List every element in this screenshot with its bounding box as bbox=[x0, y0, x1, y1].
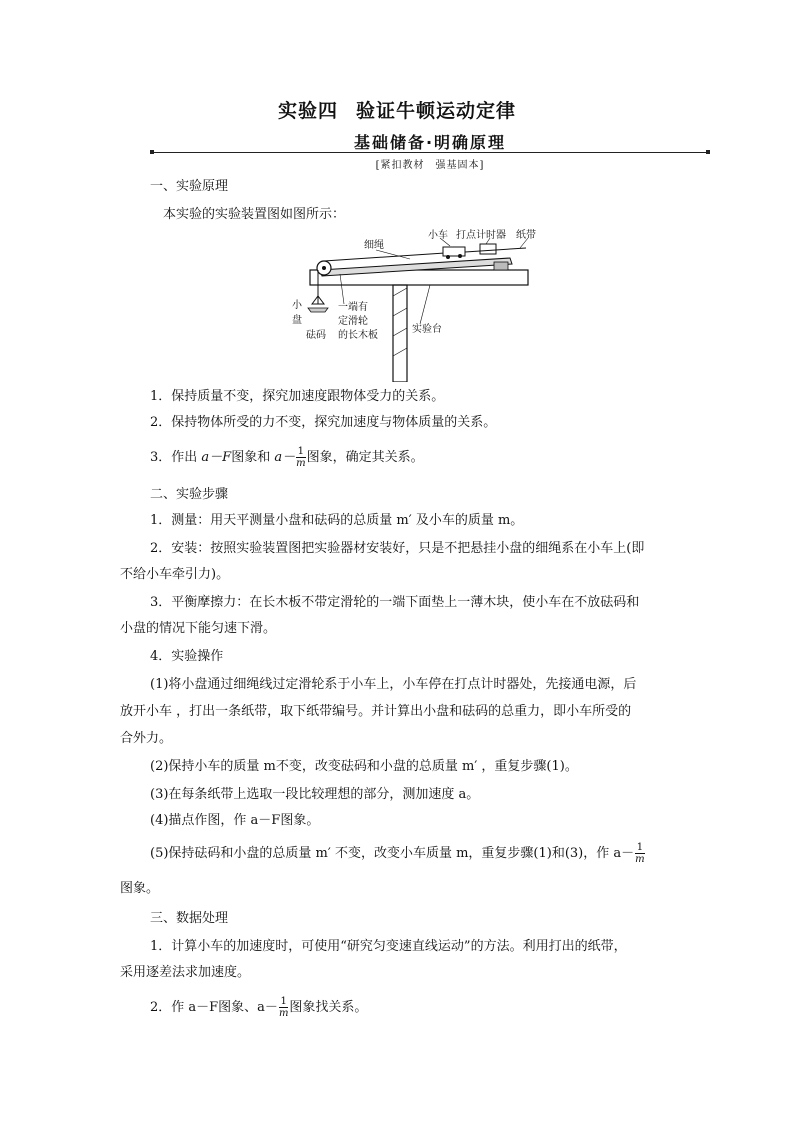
section-heading-principle: 一、实验原理 bbox=[150, 179, 229, 194]
step-4: 4．实验操作 bbox=[150, 649, 224, 664]
long-board bbox=[320, 258, 512, 276]
section-heading-data: 三、数据处理 bbox=[150, 911, 229, 926]
label-pan-1: 小 bbox=[292, 300, 302, 311]
cart bbox=[443, 247, 465, 256]
step-2-line2: 不给小车牵引力)。 bbox=[120, 567, 230, 582]
fraction-1-over-m: $\frac{1}{m}$ bbox=[278, 996, 289, 1019]
label-board-1: 一端有 bbox=[338, 302, 368, 313]
section-banner bbox=[150, 130, 710, 174]
label-cart: 小车 bbox=[428, 230, 448, 241]
op-1-line3: 合外力。 bbox=[120, 731, 173, 746]
label-weights: 砝码 bbox=[306, 330, 326, 341]
timer bbox=[480, 244, 496, 254]
rope bbox=[324, 253, 445, 261]
label-timer: 打点计时器 bbox=[456, 230, 506, 241]
step-1: 1．测量：用天平测量小盘和砝码的总质量 m′ 及小车的质量 m。 bbox=[150, 513, 524, 528]
label-table: 实验台 bbox=[412, 324, 442, 335]
banner-heading: 基础储备·明确原理 bbox=[332, 130, 528, 152]
principle-1: 1．保持质量不变，探究加速度跟物体受力的关系。 bbox=[150, 389, 445, 404]
fraction-1-over-m: $\frac{1}{m}$ bbox=[635, 842, 645, 865]
data-1-line1: 1．计算小车的加速度时，可使用“研究匀变速直线运动”的方法。利用打出的纸带， bbox=[150, 939, 627, 954]
principle-2: 2．保持物体所受的力不变，探究加速度与物体质量的关系。 bbox=[150, 415, 497, 430]
table-leg bbox=[393, 285, 407, 382]
data-1-line2: 采用逐差法求加速度。 bbox=[120, 965, 251, 980]
label-board-2: 定滑轮 bbox=[338, 316, 368, 327]
step-3-line2: 小盘的情况下能匀速下滑。 bbox=[120, 621, 277, 636]
apparatus-figure bbox=[280, 226, 550, 382]
label-board-3: 的长木板 bbox=[338, 330, 378, 341]
principle-3: 3．作出 a－F图象和 a－ $\frac{1}{m}$ 图象，确定其关系。 bbox=[150, 446, 424, 469]
op-5-line2: 图象。 bbox=[120, 881, 160, 896]
op-1-line2: 放开小车 ，打出一条纸带，取下纸带编号。并计算出小盘和砝码的总重力，即小车所受的 bbox=[120, 704, 632, 719]
op-4: (4)描点作图，作 a－F图象。 bbox=[150, 813, 320, 828]
intro-text: 本实验的实验装置图如图所示： bbox=[163, 207, 346, 222]
data-2: 2．作 a－F图象、a－ $\frac{1}{m}$ 图象找关系。 bbox=[150, 996, 368, 1019]
step-2-line1: 2．安装：按照实验装置图把实验器材安装好，只是不把悬挂小盘的细绳系在小车上(即 bbox=[150, 541, 645, 556]
op-1-line1: (1)将小盘通过细绳线过定滑轮系于小车上，小车停在打点计时器处，先接通电源，后 bbox=[150, 677, 637, 692]
label-pan-2: 盘 bbox=[292, 315, 302, 326]
label-rope: 细绳 bbox=[364, 240, 384, 251]
page-title bbox=[0, 96, 794, 123]
op-2: (2)保持小车的质量 m不变，改变砝码和小盘的总质量 m′ ，重复步骤(1)。 bbox=[150, 759, 578, 774]
wood-block bbox=[494, 262, 508, 270]
section-heading-steps: 二、实验步骤 bbox=[150, 487, 229, 502]
label-tape: 纸带 bbox=[516, 230, 536, 241]
op-3: (3)在每条纸带上选取一段比较理想的部分，测加速度 a。 bbox=[150, 787, 480, 802]
banner-subtitle: [紧扣教材 强基固本] bbox=[375, 160, 485, 171]
banner-rule bbox=[150, 152, 710, 153]
op-5-line1: (5)保持砝码和小盘的总质量 m′ 不变，改变小车质量 m，重复步骤(1)和(3)，作 a－ $\frac{1}{m}$ bbox=[150, 842, 645, 865]
title-part1: 实验四 bbox=[277, 100, 338, 122]
step-3-line1: 3．平衡摩擦力：在长木板不带定滑轮的一端下面垫上一薄木块，使小车在不放砝码和 bbox=[150, 595, 640, 610]
fraction-1-over-m: $\frac{1}{m}$ bbox=[296, 446, 306, 469]
title-part2: 验证牛顿运动定律 bbox=[356, 100, 517, 122]
